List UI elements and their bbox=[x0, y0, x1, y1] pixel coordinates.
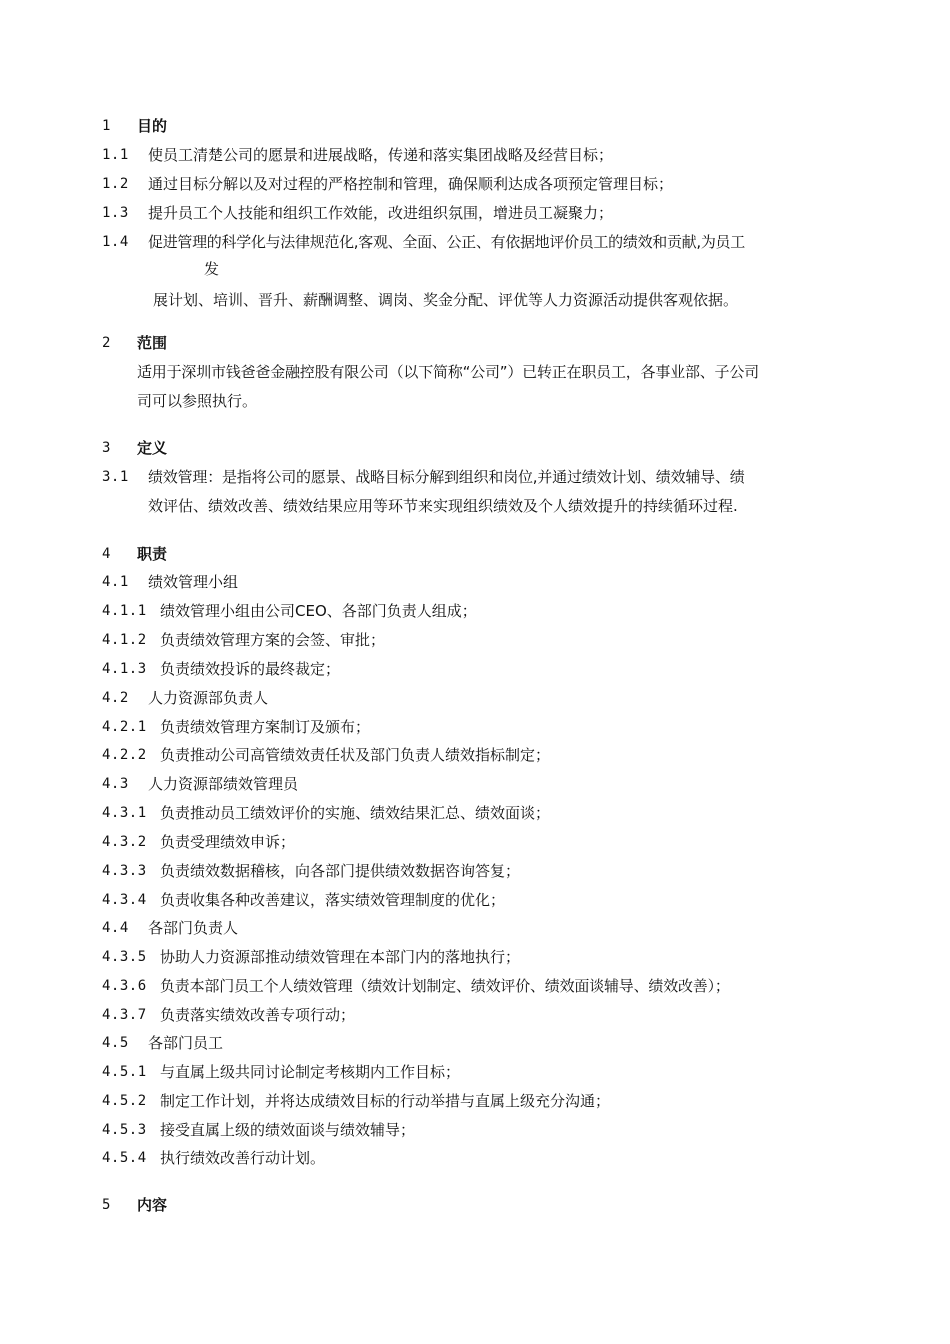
section-title: 范围 bbox=[137, 334, 168, 352]
clause-number: 4.2 bbox=[102, 690, 129, 706]
clause-text: 与直属上级共同讨论制定考核期内工作目标； bbox=[160, 1063, 461, 1081]
clause-number: 4.5.4 bbox=[102, 1150, 147, 1166]
clause-number: 4.3.1 bbox=[102, 805, 147, 821]
clause-text: 协助人力资源部推动绩效管理在本部门内的落地执行； bbox=[160, 948, 521, 966]
clause-number: 4.3.2 bbox=[102, 834, 147, 850]
clause-text: 负责落实绩效改善专项行动； bbox=[160, 1006, 356, 1024]
clause-number: 4.5.1 bbox=[102, 1064, 147, 1080]
clause-number: 4.3 bbox=[102, 776, 129, 792]
clause-number: 4.3.4 bbox=[102, 892, 147, 908]
clause-number: 4.3.6 bbox=[102, 978, 147, 994]
clause-text: 人力资源部绩效管理员 bbox=[148, 775, 299, 793]
section-number: 3 bbox=[102, 440, 111, 456]
clause-number: 4.1 bbox=[102, 574, 129, 590]
clause-number: 4.2.1 bbox=[102, 719, 147, 735]
clause-number: 3.1 bbox=[102, 469, 129, 485]
section-2-text-line2: 司可以参照执行。 bbox=[137, 392, 258, 410]
section-2-text-line1: 适用于深圳市钱爸爸金融控股有限公司（以下简称“公司”）已转正在职员工，各事业部、子公司 bbox=[137, 363, 759, 381]
clause-number: 4.3.7 bbox=[102, 1007, 147, 1023]
clause-number: 1.1 bbox=[102, 147, 129, 163]
clause-text: 负责推动公司高管绩效责任状及部门负责人绩效指标制定； bbox=[160, 746, 551, 764]
clause-text: 接受直属上级的绩效面谈与绩效辅导； bbox=[160, 1121, 416, 1139]
clause-number: 1.2 bbox=[102, 176, 129, 192]
clause-number: 4.5 bbox=[102, 1035, 129, 1051]
clause-text: 负责绩效管理方案制订及颁布； bbox=[160, 718, 371, 736]
clause-text: 负责收集各种改善建议，落实绩效管理制度的优化； bbox=[160, 891, 506, 909]
section-title: 定义 bbox=[137, 439, 168, 457]
clause-text: 负责绩效投诉的最终裁定； bbox=[160, 660, 341, 678]
clause-text: 执行绩效改善行动计划。 bbox=[160, 1149, 326, 1167]
clause-number: 4.5.3 bbox=[102, 1122, 147, 1138]
clause-number: 4.1.3 bbox=[102, 661, 147, 677]
section-title: 职责 bbox=[137, 545, 168, 563]
clause-text: 负责绩效数据稽核，向各部门提供绩效数据咨询答复； bbox=[160, 862, 521, 880]
clause-text: 促进管理的科学化与法律规范化,客观、全面、公正、有依据地评价员工的绩效和贡献,为员工 bbox=[148, 233, 745, 251]
clause-text: 人力资源部负责人 bbox=[148, 689, 269, 707]
section-number: 4 bbox=[102, 546, 111, 562]
clause-number: 4.5.2 bbox=[102, 1093, 147, 1109]
clause-text: 绩效管理小组 bbox=[148, 573, 239, 591]
clause-number: 1.4 bbox=[102, 234, 129, 250]
clause-text: 绩效管理小组由公司CEO、各部门负责人组成； bbox=[160, 602, 477, 620]
clause-text: 各部门员工 bbox=[148, 1034, 224, 1052]
clause-text: 制定工作计划，并将达成绩效目标的行动举措与直属上级充分沟通； bbox=[160, 1092, 611, 1110]
section-title: 内容 bbox=[137, 1196, 168, 1214]
clause-text: 负责绩效管理方案的会签、审批； bbox=[160, 631, 386, 649]
clause-1-4-continuation: 展计划、培训、晋升、薪酬调整、调岗、奖金分配、评优等人力资源活动提供客观依据。 bbox=[153, 291, 739, 309]
clause-text: 负责受理绩效申诉； bbox=[160, 833, 296, 851]
clause-number: 4.2.2 bbox=[102, 747, 147, 763]
clause-text: 通过目标分解以及对过程的严格控制和管理，确保顺利达成各项预定管理目标； bbox=[148, 175, 674, 193]
clause-text: 各部门负责人 bbox=[148, 919, 239, 937]
clause-3-1-continuation: 效评估、绩效改善、绩效结果应用等环节来实现组织绩效及个人绩效提升的持续循环过程. bbox=[148, 497, 738, 515]
clause-number: 4.3.5 bbox=[102, 949, 147, 965]
section-number: 1 bbox=[102, 118, 111, 134]
clause-number: 4.4 bbox=[102, 920, 129, 936]
section-number: 5 bbox=[102, 1197, 111, 1213]
clause-text: 负责本部门员工个人绩效管理（绩效计划制定、绩效评价、绩效面谈辅导、绩效改善）； bbox=[160, 977, 730, 995]
clause-number: 4.1.1 bbox=[102, 603, 147, 619]
clause-number: 4.1.2 bbox=[102, 632, 147, 648]
clause-text: 绩效管理：是指将公司的愿景、战略目标分解到组织和岗位,并通过绩效计划、绩效辅导、绩 bbox=[148, 468, 745, 486]
clause-text: 使员工清楚公司的愿景和进展战略，传递和落实集团战略及经营目标； bbox=[148, 146, 614, 164]
clause-number: 1.3 bbox=[102, 205, 129, 221]
clause-number: 4.3.3 bbox=[102, 863, 147, 879]
section-number: 2 bbox=[102, 335, 111, 351]
clause-1-4-wrap: 发 bbox=[204, 260, 220, 278]
clause-text: 提升员工个人技能和组织工作效能，改进组织氛围，增进员工凝聚力； bbox=[148, 204, 614, 222]
clause-text: 负责推动员工绩效评价的实施、绩效结果汇总、绩效面谈； bbox=[160, 804, 551, 822]
section-title: 目的 bbox=[137, 117, 168, 135]
